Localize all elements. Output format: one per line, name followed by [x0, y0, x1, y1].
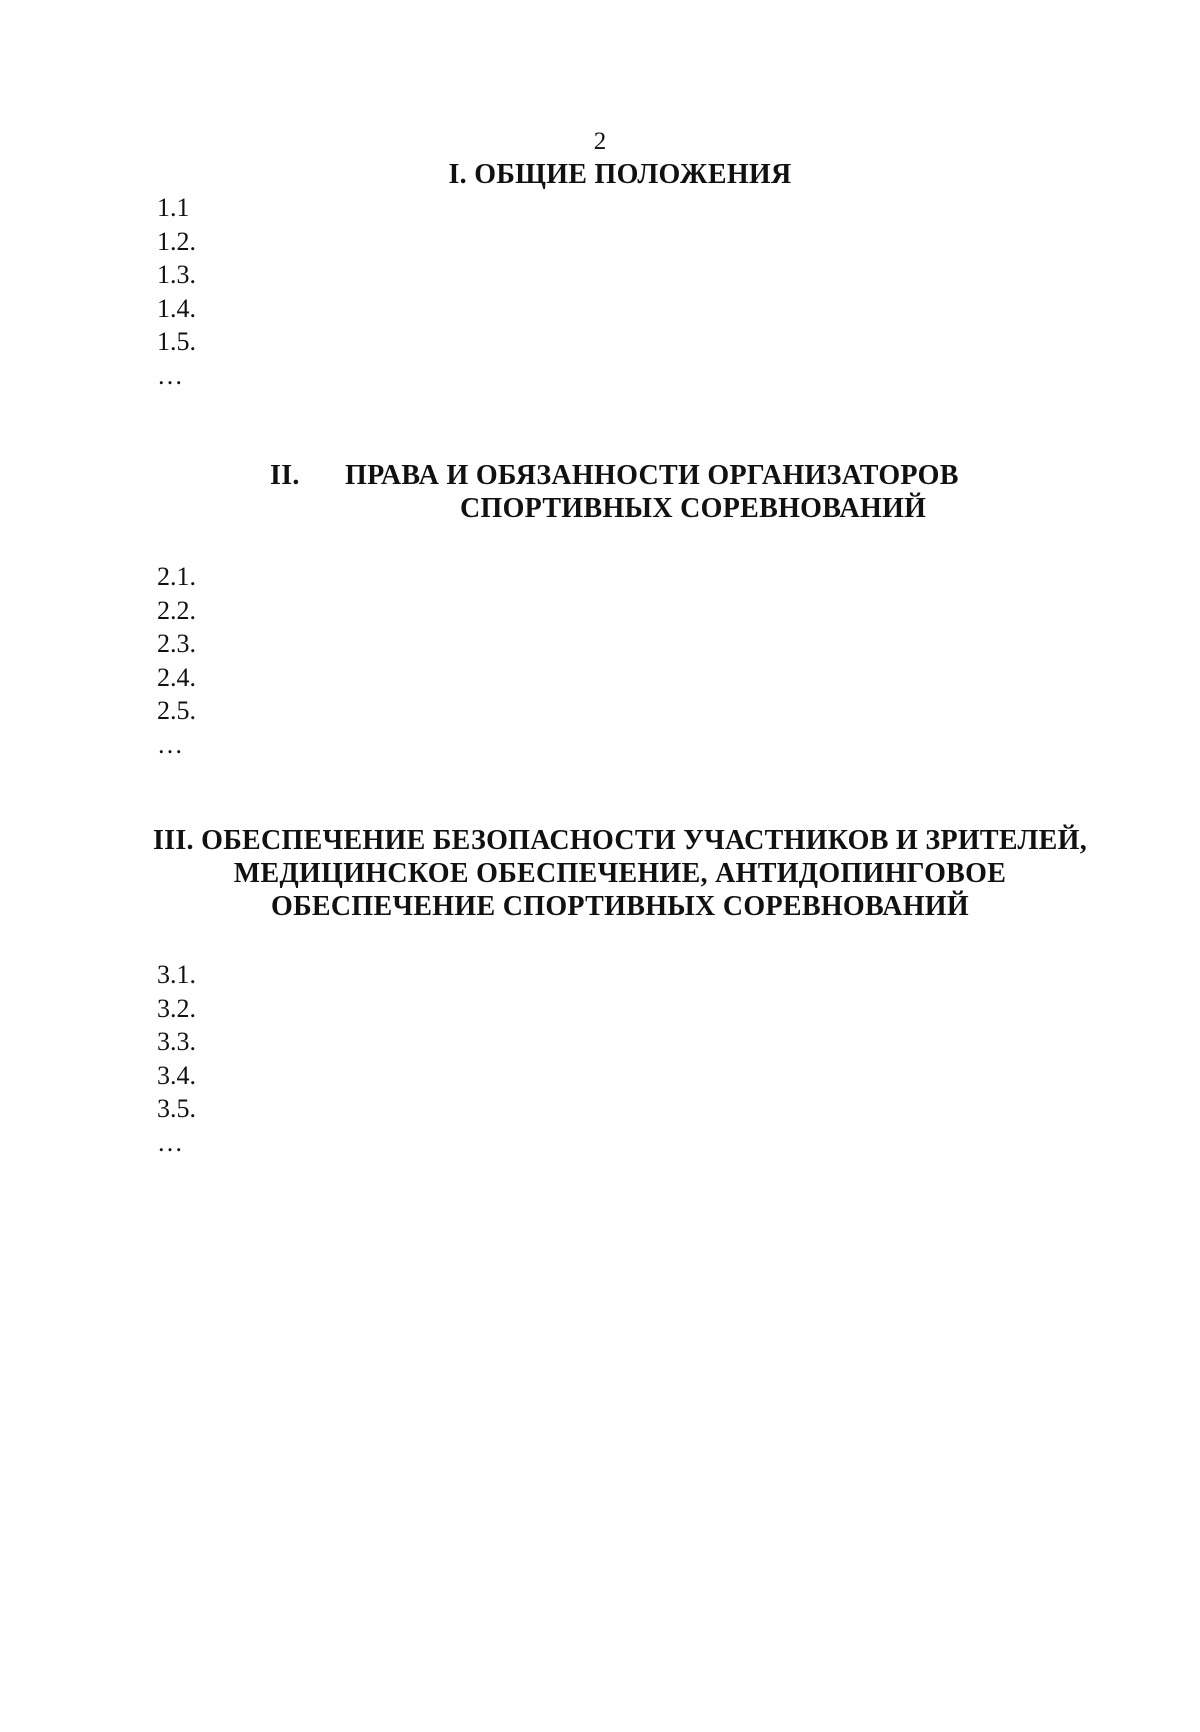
list-item: 3.4. [157, 1060, 196, 1090]
list-item: 3.1. [157, 960, 196, 989]
list-item: 2.1. [157, 562, 196, 591]
list-item: 2.4. [157, 662, 196, 692]
list-item: 2.2. [157, 595, 196, 625]
list-item: … [157, 360, 183, 390]
list-item: 2.3. [157, 629, 196, 658]
section-2-heading-text: ПРАВА И ОБЯЗАННОСТИ ОРГАНИЗАТОРОВ [345, 460, 959, 491]
list-item: 1.2. [157, 226, 196, 256]
section-3-list [157, 958, 196, 1159]
section-3-heading-line-3: ОБЕСПЕЧЕНИЕ СПОРТИВНЫХ СОРЕВНОВАНИЙ [271, 891, 969, 922]
list-item: 1.5. [157, 327, 196, 356]
list-item: 1.3. [157, 260, 196, 289]
section-2-heading-number: II. [270, 460, 300, 491]
section-1-heading: I. ОБЩИЕ ПОЛОЖЕНИЯ [448, 159, 792, 190]
section-3-heading-line-1: III. ОБЕСПЕЧЕНИЕ БЕЗОПАСНОСТИ УЧАСТНИКОВ И ЗРИТЕЛЕЙ, [152, 825, 1088, 856]
list-item: 3.2. [157, 993, 196, 1023]
section-1-list [157, 191, 196, 392]
section-2-heading-line-1 [270, 459, 959, 492]
section-2-list [157, 560, 196, 761]
list-item: … [157, 1127, 183, 1157]
list-item: 3.5. [157, 1094, 196, 1123]
section-3-heading [0, 824, 1200, 923]
section-3-heading-line-2: МЕДИЦИНСКОЕ ОБЕСПЕЧЕНИЕ, АНТИДОПИНГОВОЕ [233, 858, 1007, 889]
list-item: … [157, 729, 183, 759]
page-number: 2 [593, 128, 607, 155]
list-item: 2.5. [157, 696, 196, 725]
section-2-heading-line-2: СПОРТИВНЫХ СОРЕВНОВАНИЙ [460, 493, 927, 524]
list-item: 1.1 [157, 193, 190, 222]
list-item: 1.4. [157, 293, 196, 323]
list-item: 3.3. [157, 1027, 196, 1056]
